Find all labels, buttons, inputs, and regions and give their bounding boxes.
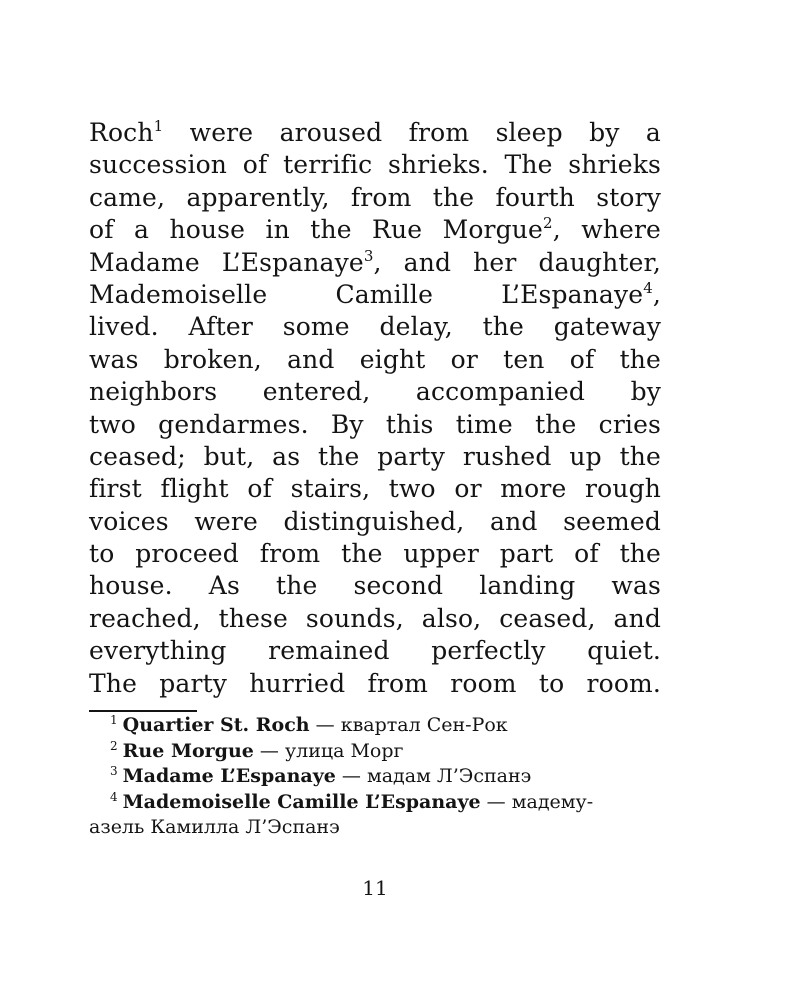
footnote-item [89, 714, 661, 740]
footnote-dash: — [335, 765, 367, 787]
text-run: lived. After some delay, the gateway [89, 312, 661, 342]
text-line [89, 668, 661, 700]
footnote-reference: 2 [543, 214, 553, 233]
footnote-item [89, 740, 661, 766]
text-run: first flight of stairs, two or more rough [89, 474, 661, 504]
text-line [89, 506, 661, 538]
text-run: Madame L’Espanaye [89, 247, 364, 277]
footnote-translation: улица Морг [284, 739, 404, 762]
text-run: neighbors entered, accompanied by [89, 377, 661, 407]
footnote-continuation: азель Камилла Л’Эспанэ [89, 816, 340, 838]
text-run: of a house in the Rue Morgue [89, 215, 544, 245]
text-line [89, 279, 661, 311]
text-run: The party hurried from room to room. [89, 668, 661, 698]
footnote-reference: 3 [363, 246, 374, 265]
footnotes-block [89, 714, 661, 840]
text-line [89, 441, 661, 473]
footnote-dash: — [309, 714, 341, 736]
text-line [89, 603, 661, 635]
footnote-term: Rue Morgue [122, 739, 254, 762]
footnote-dash: — [253, 739, 285, 762]
text-line [89, 376, 661, 408]
text-run: were aroused from sleep by a [163, 118, 661, 147]
footnote-separator [89, 710, 197, 712]
text-run: voices were distinguished, and seemed [89, 506, 661, 536]
text-line [89, 344, 661, 376]
text-run: was broken, and eight or ten of the [89, 344, 661, 374]
text-run: Mademoiselle Camille L’Espanaye [89, 279, 644, 309]
text-run: , [652, 279, 661, 309]
text-run: came, apparently, from the fourth story [89, 182, 661, 212]
footnote-term: Quartier St. Roch [122, 714, 310, 736]
text-line [89, 149, 661, 181]
text-run: two gendarmes. By this time the cries [89, 409, 661, 439]
footnote-reference: 4 [643, 278, 653, 297]
text-line [89, 311, 661, 343]
footnote-translation: квартал Сен-Рок [340, 714, 508, 736]
text-run: succession of terrific shrieks. The shrieks [89, 150, 661, 180]
footnote-term: Madame L’Espanaye [122, 765, 336, 787]
text-run: house. As the second landing was [89, 571, 661, 601]
text-line [89, 182, 661, 214]
text-line [89, 570, 661, 602]
footnote-number: 4 [110, 789, 118, 804]
footnote-number: 1 [110, 713, 118, 727]
text-run: , and her daughter, [373, 247, 661, 277]
footnote-item [89, 791, 661, 817]
page-number: 11 [362, 876, 388, 900]
footnote-reference: 1 [153, 117, 164, 135]
text-line [89, 247, 661, 279]
body-text [89, 117, 661, 700]
text-run: , where [552, 215, 661, 245]
text-run: everything remained perfectly quiet. [89, 636, 661, 666]
text-line [89, 635, 661, 667]
text-line [89, 473, 661, 505]
text-line [89, 409, 661, 441]
footnote-dash: — [480, 790, 512, 813]
footnote-term: Mademoiselle Camille L’Espanaye [122, 790, 481, 813]
footnote-number: 3 [110, 764, 118, 778]
text-line [89, 214, 661, 246]
text-line [89, 538, 661, 570]
footnote-translation: мадему- [511, 790, 594, 813]
text-run: reached, these sounds, also, ceased, and [89, 603, 661, 633]
text-line [89, 117, 661, 149]
footnote-item [89, 765, 661, 791]
text-run: ceased; but, as the party rushed up the [89, 441, 661, 471]
footnote-number: 2 [110, 738, 118, 753]
text-run: Roch [89, 118, 154, 147]
text-run: to proceed from the upper part of the [89, 539, 661, 569]
footnote-translation: мадам Л’Эспанэ [366, 765, 532, 787]
